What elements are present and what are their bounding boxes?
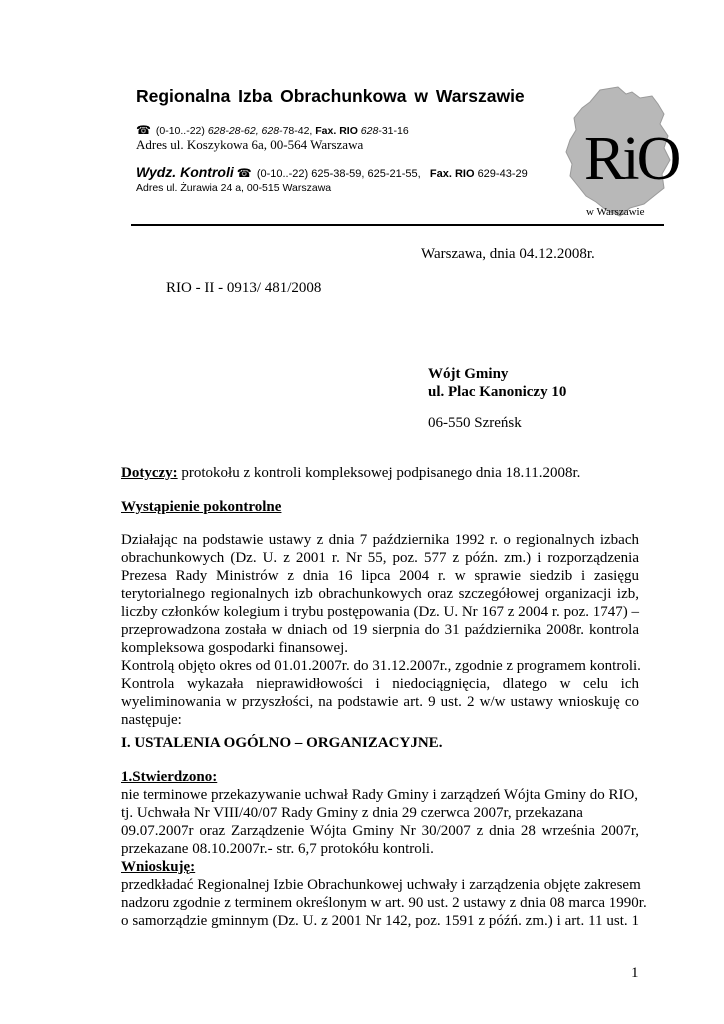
fax-number-tail: -31-16 bbox=[378, 125, 409, 137]
paragraph-line: nie terminowe przekazywanie uchwał Rady Gminy i zarządzeń Wójta Gminy do RIO, bbox=[121, 787, 639, 803]
subject-label: Dotyczy: bbox=[121, 465, 178, 481]
fax-number-italic: 628 bbox=[360, 125, 379, 137]
department-fax-label: Fax. RIO bbox=[429, 168, 475, 180]
telephone-icon: ☎ bbox=[136, 123, 151, 137]
fax-label: Fax. RIO bbox=[315, 125, 358, 137]
telephone-icon: ☎ bbox=[236, 166, 252, 180]
department-label: Wydz. Kontroli bbox=[136, 164, 234, 180]
department-fax: 629-43-29 bbox=[477, 168, 528, 180]
paragraph-line: kompleksowa gospodarki finansowej. bbox=[121, 640, 349, 656]
section-title: I. USTALENIA OGÓLNO – ORGANIZACYJNE. bbox=[121, 735, 443, 751]
paragraph-line: Działając na podstawie ustawy z dnia 7 października 1992 r. o regionalnych izbach bbox=[121, 532, 639, 548]
department-address: Adres ul. Żurawia 24 a, 00-515 Warszawa bbox=[136, 182, 332, 194]
phone-tail: 78-42, bbox=[282, 125, 313, 137]
department-phones: (0-10..-22) 625-38-59, 625-21-55, bbox=[256, 168, 421, 180]
subject-text: protokołu z kontroli kompleksowej podpisanego dnia 18.11.2008r. bbox=[177, 465, 581, 481]
paragraph-line: przeprowadzona została w dniach od 19 sierpnia do 31 października 2008r. kontrola bbox=[121, 622, 639, 638]
stated-label: 1.Stwierdzono: bbox=[121, 769, 218, 785]
paragraph-line: następuje: bbox=[121, 712, 182, 728]
paragraph-line: obrachunkowych (Dz. U. z 2001 r. Nr 55, poz. 577 z późn. zm.) i rozporządzenia bbox=[121, 550, 639, 566]
header-divider bbox=[131, 224, 664, 226]
reference-number: RIO - II - 0913/ 481/2008 bbox=[166, 280, 322, 296]
department-line bbox=[136, 164, 528, 180]
page-number: 1 bbox=[631, 965, 639, 981]
recipient-city: 06-550 Szreńsk bbox=[428, 415, 522, 431]
subject-line bbox=[121, 464, 580, 482]
paragraph-line: terytorialnego regionalnych izb obrachunkowych oraz szczegółowej organizacji izb, bbox=[121, 586, 639, 602]
main-address: Adres ul. Koszykowa 6a, 00-564 Warszawa bbox=[136, 137, 364, 152]
paragraph-line: o samorządzie gminnym (Dz. U. z 2001 Nr 142, poz. 1591 z późń. zm.) i art. 11 ust. 1 bbox=[121, 913, 639, 929]
phone-numbers: 628-28-62, 628- bbox=[207, 125, 283, 137]
recipient-name: Wójt Gminy bbox=[428, 366, 509, 382]
conclusion-label: Wnioskuję: bbox=[121, 859, 196, 875]
logo-text: RiO bbox=[584, 125, 679, 193]
paragraph-line: wyeliminowania w przyszłości, na podstawie art. 9 ust. 2 w/w ustawy wnioskuję co bbox=[121, 694, 639, 710]
findings-section bbox=[121, 768, 647, 930]
recipient-street: ul. Plac Kanoniczy 10 bbox=[428, 384, 567, 400]
letter-heading: Wystąpienie pokontrolne bbox=[121, 499, 282, 515]
paragraph-line: Prezesa Rady Ministrów z dnia 16 lipca 2004 r. w sprawie siedzib i zasięgu bbox=[121, 568, 639, 584]
logo-subtitle: w Warszawie bbox=[586, 206, 645, 218]
intro-paragraph bbox=[121, 531, 639, 729]
paragraph-line: Kontrolą objęto okres od 01.01.2007r. do 31.12.2007r., zgodnie z programem kontroli. bbox=[121, 658, 641, 674]
paragraph-line: przedkładać Regionalnej Izbie Obrachunkowej uchwały i zarządzenia objęte zakresem bbox=[121, 877, 641, 893]
recipient-block bbox=[428, 365, 566, 401]
paragraph-line: liczby członków kolegium i trybu postępowania (Dz. U. Nr 167 z 2004 r. poz. 1747) – bbox=[121, 604, 639, 620]
paragraph-line: nadzoru zgodnie z terminem określonym w art. 90 ust. 2 ustawy z dnia 08 marca 1990r. bbox=[121, 895, 647, 911]
paragraph-line: Kontrola wykazała nieprawidłowości i niedociągnięcia, dlatego w celu ich bbox=[121, 676, 639, 692]
paragraph-line: 09.07.2007r oraz Zarządzenie Wójta Gminy Nr 30/2007 z dnia 28 września 2007r, bbox=[121, 823, 639, 839]
paragraph-line: przekazane 08.10.2007r.- str. 6,7 protokółu kontroli. bbox=[121, 841, 434, 857]
paragraph-line: tj. Uchwała Nr VIII/40/07 Rady Gminy z dnia 29 czerwca 2007r, przekazana bbox=[121, 805, 583, 821]
phone-line bbox=[136, 123, 409, 137]
phone-prefix: (0-10..-22) bbox=[155, 125, 205, 137]
organization-name: Regionalna Izba Obrachunkowa w Warszawie bbox=[136, 86, 525, 106]
letter-date: Warszawa, dnia 04.12.2008r. bbox=[421, 246, 595, 262]
